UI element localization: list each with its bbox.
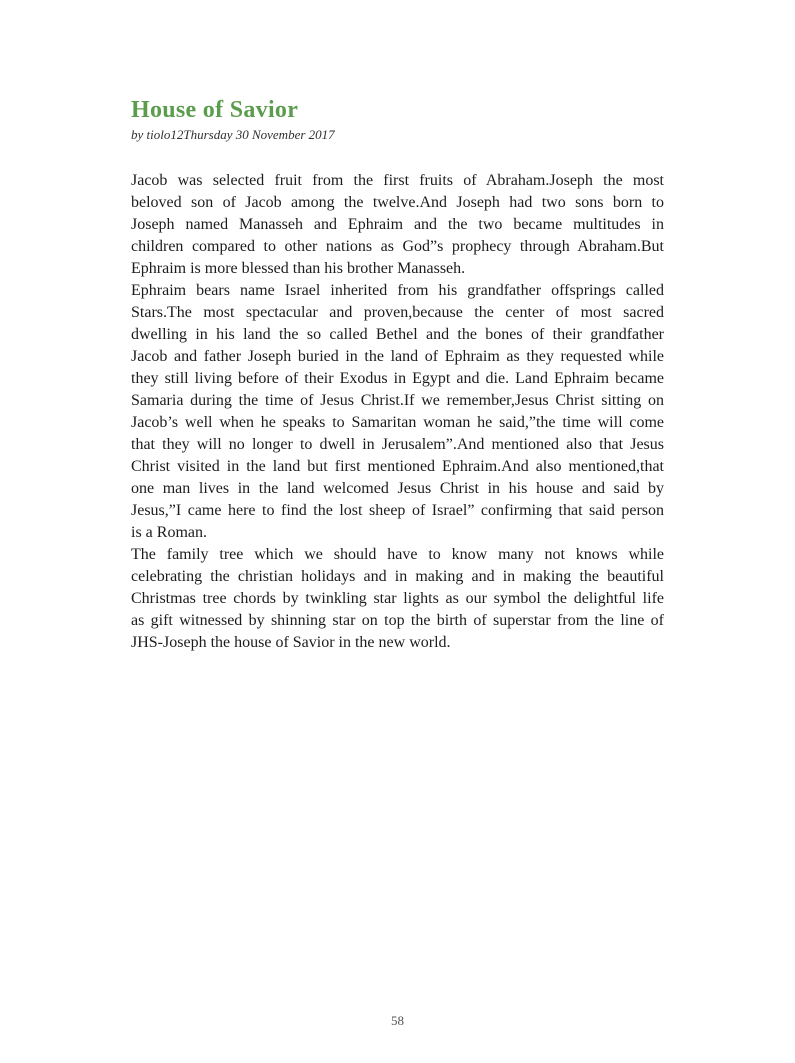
- text-line: children compared to other nations as God”s prophecy through Abraham.But: [131, 238, 664, 255]
- text-line: Jesus,”I came here to find the lost sheep of Israel” confirming that said person: [131, 502, 664, 519]
- text-line: as gift witnessed by shinning star on top the birth of superstar from the line of: [131, 612, 664, 629]
- text-line: Jacob and father Joseph buried in the land of Ephraim as they requested while: [131, 348, 664, 365]
- page-content: [131, 97, 664, 654]
- text-line: Christmas tree chords by twinkling star lights as our symbol the delightful life: [131, 590, 664, 607]
- page-number: 58: [391, 1013, 404, 1028]
- text-line: Jacob was selected fruit from the first fruits of Abraham.Joseph the most: [131, 172, 664, 189]
- text-line: Jacob’s well when he speaks to Samaritan woman he said,”the time will come: [131, 414, 664, 431]
- article-body: [131, 170, 664, 654]
- byline: by tiolo12Thursday 30 November 2017: [131, 127, 335, 142]
- text-line: celebrating the christian holidays and in making and in making the beautiful: [131, 568, 664, 585]
- text-line: Christ visited in the land but first mentioned Ephraim.And also mentioned,that: [131, 458, 664, 475]
- text-line: Ephraim is more blessed than his brother Manasseh.: [131, 260, 466, 277]
- text-line: they still living before of their Exodus in Egypt and die. Land Ephraim became: [131, 370, 664, 387]
- text-line: Joseph named Manasseh and Ephraim and the two became multitudes in: [131, 216, 664, 233]
- text-line: beloved son of Jacob among the twelve.And Joseph had two sons born to: [131, 194, 664, 211]
- paragraph: [131, 544, 664, 654]
- text-line: dwelling in his land the so called Bethel and the bones of their grandfather: [131, 326, 664, 343]
- text-line: that they will no longer to dwell in Jerusalem”.And mentioned also that Jesus: [131, 436, 664, 453]
- text-line: The family tree which we should have to know many not knows while: [131, 546, 664, 563]
- text-line: is a Roman.: [131, 524, 207, 541]
- text-line: Stars.The most spectacular and proven,because the center of most sacred: [131, 304, 664, 321]
- text-line: JHS-Joseph the house of Savior in the new world.: [131, 634, 451, 651]
- text-line: Ephraim bears name Israel inherited from his grandfather offsprings called: [131, 282, 664, 299]
- paragraph: [131, 280, 664, 544]
- paragraph: [131, 170, 664, 280]
- text-line: Samaria during the time of Jesus Christ.If we remember,Jesus Christ sitting on: [131, 392, 664, 409]
- text-line: one man lives in the land welcomed Jesus Christ in his house and said by: [131, 480, 664, 497]
- page-title: House of Savior: [131, 97, 299, 123]
